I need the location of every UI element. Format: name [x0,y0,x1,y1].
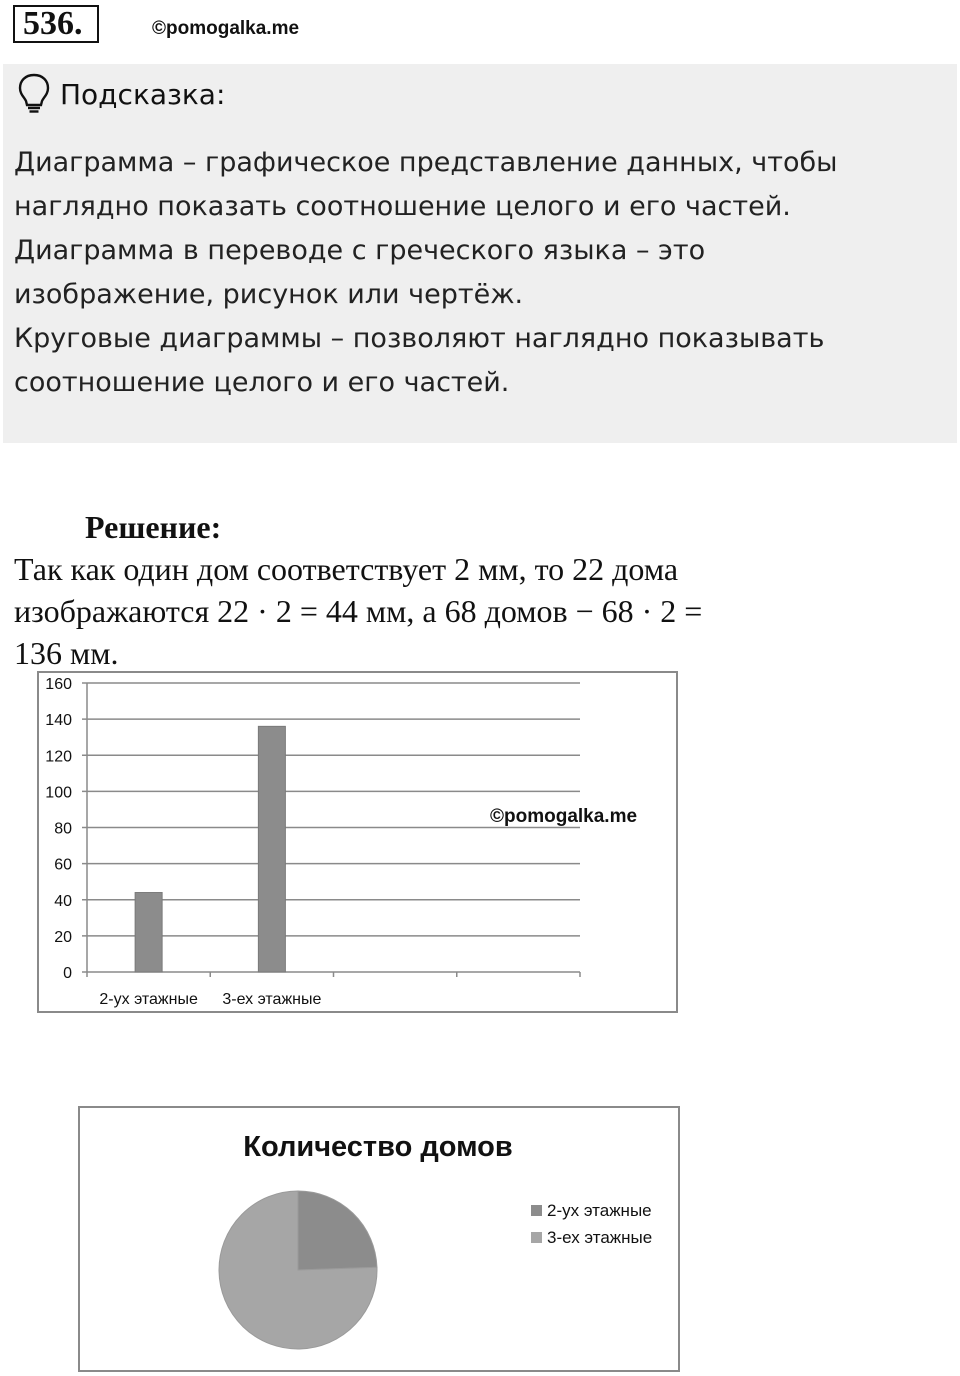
y-tick-label: 140 [45,712,72,730]
hint-line: наглядно показать соотношение целого и его частей. [14,191,791,222]
solution-line: изображаются 22 · 2 = 44 мм, а 68 домов − 68 · 2 = [14,593,703,629]
pie-title: Количество домов [243,1131,513,1163]
bar-1 [135,893,162,972]
y-tick-label: 100 [45,784,72,802]
hint-title: Подсказка: [60,78,226,111]
solution-text [14,548,934,674]
lightbulb-icon [17,72,51,114]
bar-chart [37,671,678,1013]
y-tick-label: 60 [54,856,72,874]
solution-title: Решение: [85,509,222,545]
watermark: ©pomogalka.me [152,18,300,39]
legend-swatch [531,1205,542,1216]
hint-text [14,141,944,405]
legend-label: 2-ух этажные [547,1201,652,1220]
y-tick-label: 160 [45,676,72,693]
bar-2 [258,726,285,972]
y-tick-label: 20 [54,928,72,946]
solution-line: 136 мм. [14,635,119,671]
pie-slice-1 [298,1191,377,1270]
y-tick-label: 40 [54,892,72,910]
hint-line: изображение, рисунок или чертёж. [14,279,524,310]
pie-chart [78,1106,680,1372]
hint-line: соотношение целого и его частей. [14,367,510,398]
task-number: 536. [13,5,99,43]
hint-line: Диаграмма – графическое представление данных, чтобы [14,147,838,178]
x-category-label: 3-ех этажные [222,991,322,1008]
legend-swatch [531,1232,542,1243]
hint-line: Круговые диаграммы – позволяют наглядно показывать [14,323,825,354]
hint-line: Диаграмма в переводе с греческого языка – это [14,235,706,266]
legend-label: 3-ех этажные [547,1228,653,1247]
y-tick-label: 0 [63,965,72,982]
x-category-label: 2-ух этажные [99,991,198,1008]
y-tick-label: 80 [54,820,72,838]
chart-watermark: ©pomogalka.me [490,806,638,827]
solution-line: Так как один дом соответствует 2 мм, то 22 дома [14,551,679,587]
y-tick-label: 120 [45,748,72,766]
